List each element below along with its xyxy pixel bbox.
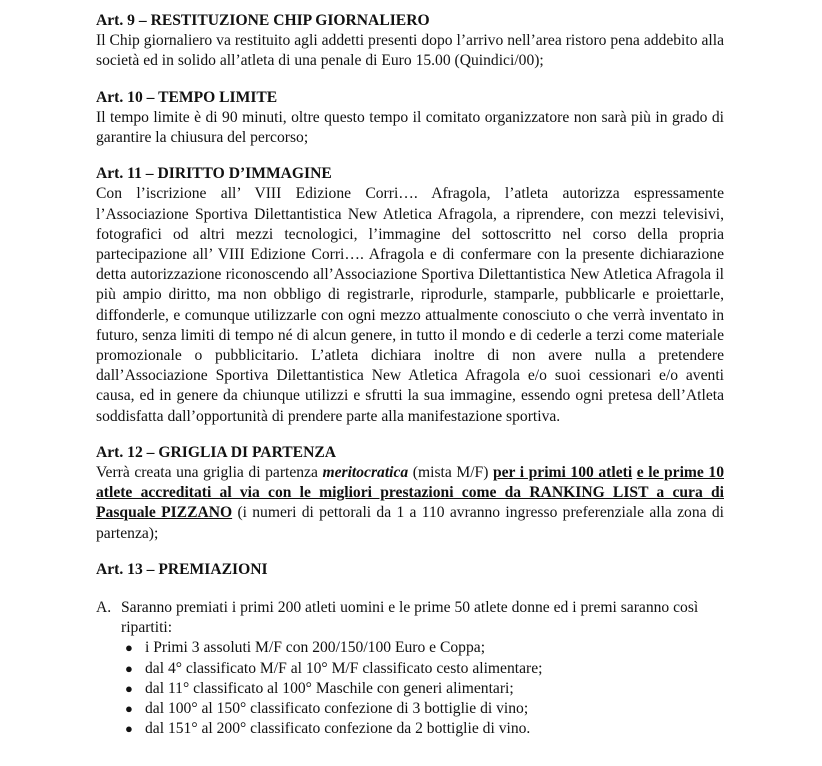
article-12-text-part3: (mista M/F) <box>408 464 493 482</box>
document-page <box>96 11 724 740</box>
prize-list <box>96 598 724 739</box>
list-item <box>121 699 724 719</box>
bullet-text: dal 11° classificato al 100° Maschile con generi alimentari; <box>145 679 514 697</box>
article-9 <box>96 11 724 72</box>
list-item <box>121 638 724 658</box>
bullet-text: i Primi 3 assoluti M/F con 200/150/100 Euro e Coppa; <box>145 639 486 657</box>
article-12-text-part1: Verrà creata una griglia di partenza <box>96 464 323 482</box>
article-12-underline-2: e le prime 10 atlete accreditati al via con le migliori prestazioni come da RANKING LIST a cura di Pasquale PIZZANO <box>96 464 724 522</box>
article-13 <box>96 560 724 740</box>
article-13-heading: Art. 13 – PREMIAZIONI <box>96 560 268 578</box>
article-11-text: Con l’iscrizione all’ VIII Edizione Corri…. Afragola, l’atleta autorizza espressamente l’Associazione Sportiva Dilettantistica New Atletica Afragola, a riprendere, con mezzi televisivi, fotografici od altri mezzi tecnologici, l’immagine del sottoscritto nel corso della propria partecipazione all’ VIII Edizione Corri…. Afragola e di confermare con la presente dichiarazione detta autorizzazione riconoscendo all’Associazione Sportiva Dilettantistica New Atletica Afragola il più ampio diritto, ma non obbligo di registrarle, riprodurle, stamparle, pubblicarle e proiettarle, diffonderle, e comunque utilizzarle con ogni mezzo attualmente conosciuto o che verrà inventato in futuro, senza limiti di tempo né di alcun genere, in tutto il mondo e di cederle a terzi come materiale promozionale o pubblicitario. L’atleta dichiara inoltre di non avere nulla a pretendere dall’Associazione Sportiva Dilettantistica New Atletica Afragola e/o suoi cessionari e/o aventi causa, ed in genere da chiunque utilizzi e sfrutti la sua immagine, essendo ogni pretesa dell’Atleta soddisfatta dall’opportunità di prendere parte alla manifestazione sportiva. <box>96 185 724 425</box>
article-10-text: Il tempo limite è di 90 minuti, oltre questo tempo il comitato organizzatore non sarà più in grado di garantire la chiusura del percorso; <box>96 108 724 147</box>
list-item <box>121 719 724 739</box>
bullet-icon: ● <box>125 680 133 696</box>
prize-bullets <box>121 638 724 739</box>
list-item <box>121 659 724 679</box>
article-10-heading: Art. 10 – TEMPO LIMITE <box>96 88 278 106</box>
bullet-icon: ● <box>125 660 133 676</box>
article-11-heading: Art. 11 – DIRITTO D’IMMAGINE <box>96 165 332 183</box>
article-9-text: Il Chip giornaliero va restituito agli addetti presenti dopo l’arrivo nell’area ristoro pena addebito alla società ed in solido all’atleta di una penale di Euro 15.00 (Quindici/00); <box>96 32 724 70</box>
bullet-text: dal 151° al 200° classificato confezione da 2 bottiglie di vino. <box>145 720 531 738</box>
bullet-text: dal 4° classificato M/F al 10° M/F classificato cesto alimentare; <box>145 659 543 677</box>
article-11 <box>96 164 724 427</box>
article-12-text-part7: (i numeri di pettorali da 1 a 110 avranno ingresso preferenziale alla zona di partenza); <box>96 504 724 542</box>
prize-item-a <box>96 598 724 739</box>
list-marker-a: A. <box>96 599 112 617</box>
article-12-meritocratica: meritocratica <box>322 464 409 482</box>
bullet-text: dal 100° al 150° classificato confezione di 3 bottiglie di vino; <box>145 700 529 718</box>
bullet-icon: ● <box>125 721 133 737</box>
article-10 <box>96 88 724 149</box>
article-9-heading: Art. 9 – RESTITUZIONE CHIP GIORNALIERO <box>96 12 430 29</box>
bullet-icon: ● <box>125 701 133 717</box>
prize-item-a-text: Saranno premiati i primi 200 atleti uomini e le prime 50 atlete donne ed i premi saranno così ripartiti: <box>121 599 699 637</box>
article-12-heading: Art. 12 – GRIGLIA DI PARTENZA <box>96 443 337 461</box>
article-12-underline-1: per i primi 100 atleti <box>492 464 633 482</box>
list-item <box>121 679 724 699</box>
article-12 <box>96 443 724 544</box>
article-12-text <box>96 463 724 544</box>
bullet-icon: ● <box>125 640 133 656</box>
